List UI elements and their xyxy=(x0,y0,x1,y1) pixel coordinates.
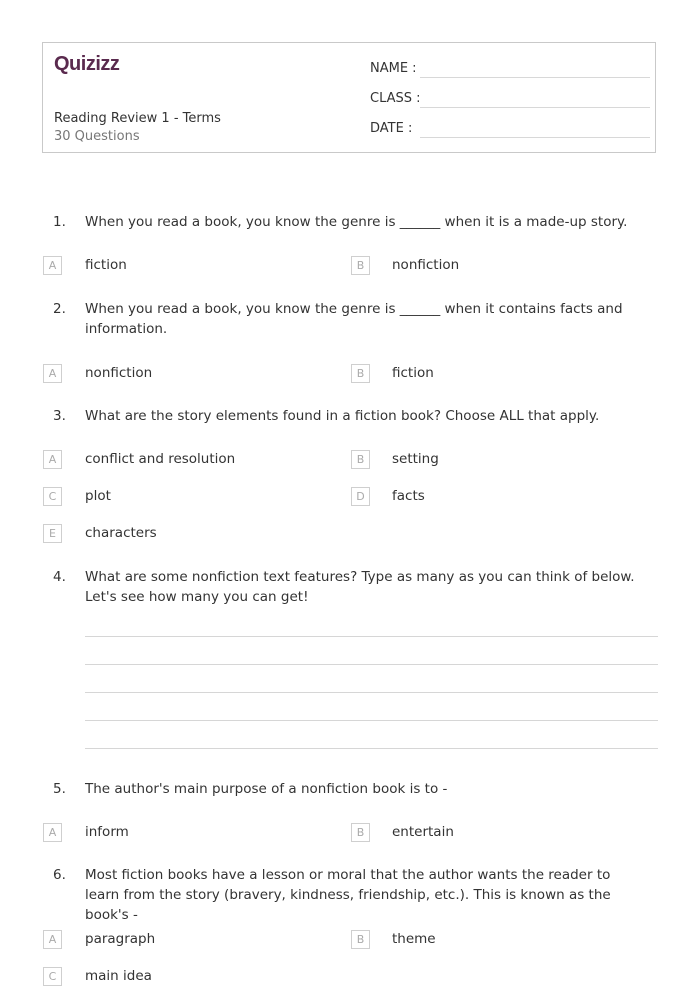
name-line xyxy=(420,77,650,78)
option-text[interactable]: setting xyxy=(392,451,439,467)
answer-line[interactable] xyxy=(85,636,658,637)
option-letter[interactable]: B xyxy=(351,256,370,275)
quizizz-logo: Quizizz xyxy=(54,53,120,75)
question-number: 2. xyxy=(53,301,66,317)
question-text: When you read a book, you know the genre is ______ when it is a made-up story. xyxy=(85,214,628,230)
name-label: NAME : xyxy=(370,61,417,76)
answer-line[interactable] xyxy=(85,692,658,693)
date-field[interactable] xyxy=(370,121,650,139)
name-field[interactable] xyxy=(370,61,650,79)
option-text[interactable]: nonfiction xyxy=(85,365,153,381)
option-letter[interactable]: D xyxy=(351,487,370,506)
option-letter[interactable]: A xyxy=(43,823,62,842)
option-text[interactable]: theme xyxy=(392,931,436,947)
worksheet-header xyxy=(42,42,656,153)
class-field[interactable] xyxy=(370,91,650,109)
option-text[interactable]: main idea xyxy=(85,968,152,984)
date-label: DATE : xyxy=(370,121,413,136)
date-line xyxy=(420,137,650,138)
option-letter[interactable]: A xyxy=(43,364,62,383)
option-text[interactable]: facts xyxy=(392,488,425,504)
option-text[interactable]: conflict and resolution xyxy=(85,451,236,467)
option-letter[interactable]: B xyxy=(351,364,370,383)
question-number: 4. xyxy=(53,569,66,585)
option-text[interactable]: plot xyxy=(85,488,111,504)
option-letter[interactable]: A xyxy=(43,930,62,949)
question-text: What are the story elements found in a fiction book? Choose ALL that apply. xyxy=(85,408,600,424)
option-text[interactable]: paragraph xyxy=(85,931,156,947)
answer-line[interactable] xyxy=(85,720,658,721)
worksheet-title: Reading Review 1 - Terms xyxy=(54,111,221,126)
option-letter[interactable]: B xyxy=(351,450,370,469)
question-text: The author's main purpose of a nonfiction book is to - xyxy=(85,781,448,797)
option-letter[interactable]: B xyxy=(351,930,370,949)
option-letter[interactable]: A xyxy=(43,256,62,275)
question-number: 5. xyxy=(53,781,66,797)
option-letter[interactable]: A xyxy=(43,450,62,469)
option-text[interactable]: fiction xyxy=(392,365,434,381)
class-line xyxy=(420,107,650,108)
option-letter[interactable]: E xyxy=(43,524,62,543)
question-count: 30 Questions xyxy=(54,129,140,144)
option-text[interactable]: characters xyxy=(85,525,157,541)
option-text[interactable]: inform xyxy=(85,824,129,840)
question-number: 3. xyxy=(53,408,66,424)
answer-line[interactable] xyxy=(85,748,658,749)
option-text[interactable]: entertain xyxy=(392,824,454,840)
option-letter[interactable]: C xyxy=(43,967,62,986)
question-number: 1. xyxy=(53,214,66,230)
question-text: Most fiction books have a lesson or moral that the author wants the reader to learn from the story (bravery, kindness, friendship, etc.). This is known as the book's - xyxy=(85,867,611,923)
answer-line[interactable] xyxy=(85,664,658,665)
question-number: 6. xyxy=(53,867,66,883)
option-letter[interactable]: C xyxy=(43,487,62,506)
class-label: CLASS : xyxy=(370,91,421,106)
option-text[interactable]: fiction xyxy=(85,257,127,273)
question-text: What are some nonfiction text features? Type as many as you can think of below. Let's see how many you can get! xyxy=(85,569,635,605)
option-letter[interactable]: B xyxy=(351,823,370,842)
option-text[interactable]: nonfiction xyxy=(392,257,460,273)
question-text: When you read a book, you know the genre is ______ when it contains facts and information. xyxy=(85,301,623,337)
